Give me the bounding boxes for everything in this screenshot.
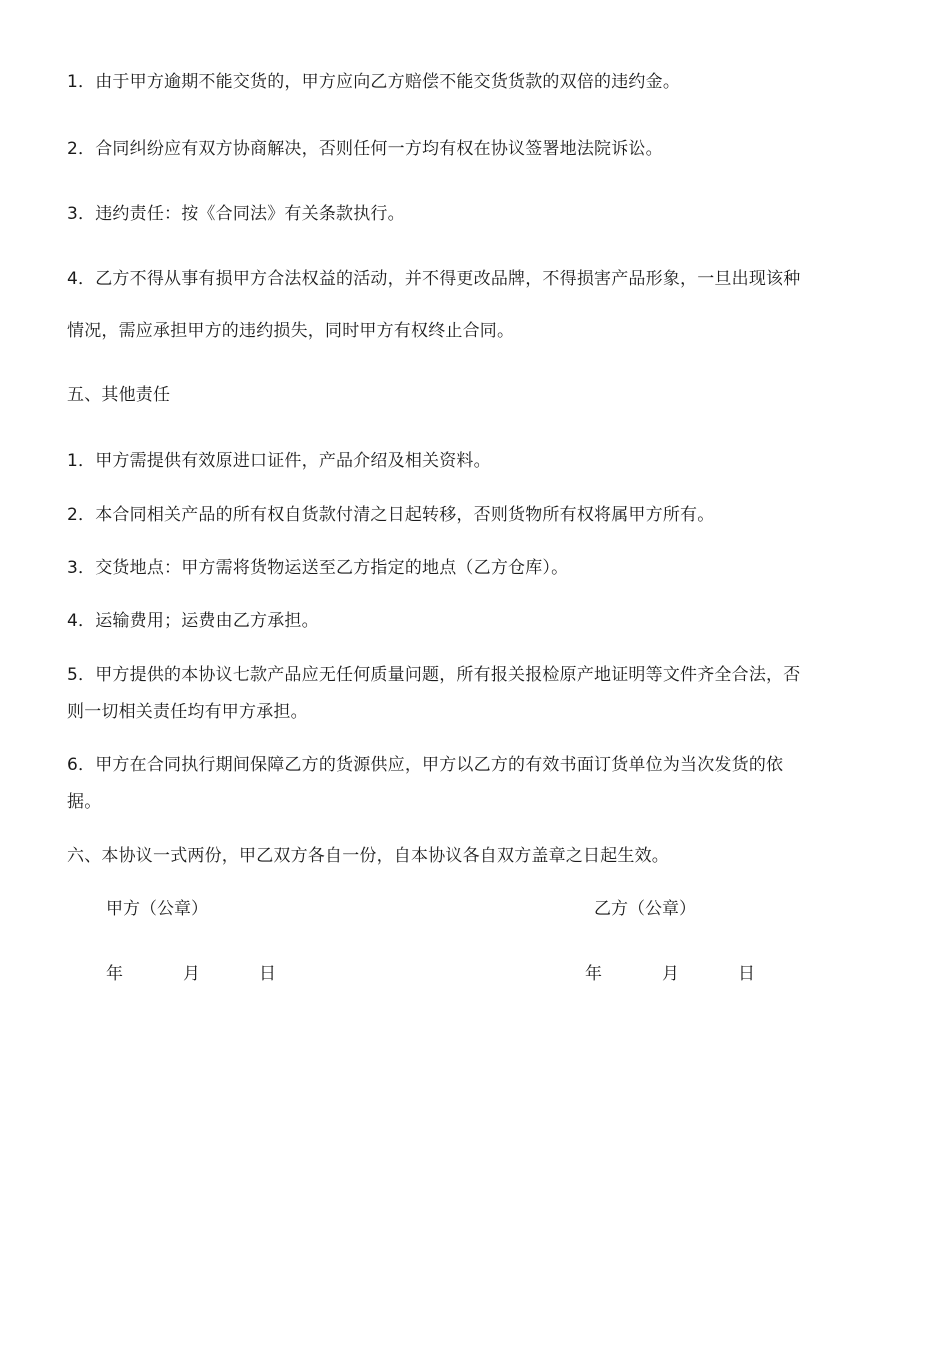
party-a-date-year: 年 — [106, 964, 123, 984]
clause-1: 1．由于甲方逾期不能交货的，甲方应向乙方赔偿不能交货货款的双倍的违约金。 — [67, 72, 681, 92]
section-5-heading: 五、其他责任 — [67, 385, 171, 405]
clause-2: 2．合同纠纷应有双方协商解决，否则任何一方均有权在协议签署地法院诉讼。 — [67, 139, 663, 159]
section-5-item-5-line-2: 则一切相关责任均有甲方承担。 — [67, 702, 308, 722]
section-5-item-1: 1．甲方需提供有效原进口证件，产品介绍及相关资料。 — [67, 451, 491, 471]
section-5-item-4: 4．运输费用；运费由乙方承担。 — [67, 611, 319, 631]
party-a-date-day: 日 — [259, 964, 276, 984]
party-b-date-day: 日 — [738, 964, 755, 984]
section-5-item-6-line-2: 据。 — [67, 792, 102, 812]
clause-3: 3．违约责任：按《合同法》有关条款执行。 — [67, 204, 405, 224]
section-5-item-3: 3．交货地点：甲方需将货物运送至乙方指定的地点（乙方仓库）。 — [67, 558, 569, 578]
party-b-seal-label: 乙方（公章） — [594, 899, 696, 919]
section-5-item-6-line-1: 6．甲方在合同执行期间保障乙方的货源供应，甲方以乙方的有效书面订货单位为当次发货的依 — [67, 755, 784, 775]
party-a-seal-label: 甲方（公章） — [106, 899, 208, 919]
section-5-item-2: 2．本合同相关产品的所有权自货款付清之日起转移，否则货物所有权将属甲方所有。 — [67, 505, 715, 525]
section-5-item-5-line-1: 5．甲方提供的本协议七款产品应无任何质量问题，所有报关报检原产地证明等文件齐全合法，否 — [67, 665, 801, 685]
party-b-date-month: 月 — [662, 964, 679, 984]
clause-4-line-1: 4．乙方不得从事有损甲方合法权益的活动，并不得更改品牌，不得损害产品形象，一旦出现该种 — [67, 269, 801, 289]
section-6-text: 六、本协议一式两份，甲乙双方各自一份，自本协议各自双方盖章之日起生效。 — [67, 846, 669, 866]
party-b-date-year: 年 — [585, 964, 602, 984]
clause-4-line-2: 情况，需应承担甲方的违约损失，同时甲方有权终止合同。 — [67, 321, 515, 341]
party-a-date-month: 月 — [183, 964, 200, 984]
